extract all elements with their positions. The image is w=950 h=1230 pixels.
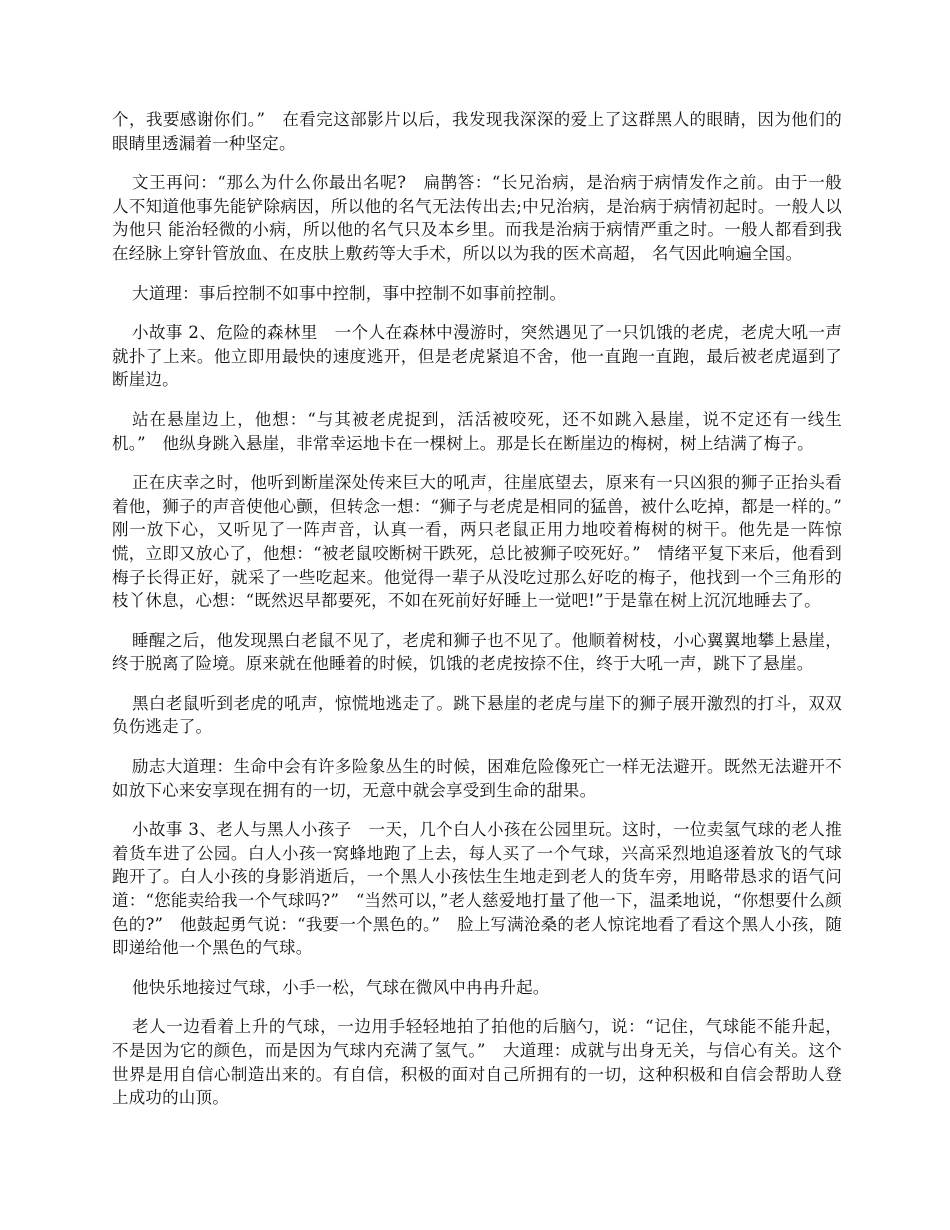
paragraph: 个，我要感谢你们。” 在看完这部影片以后，我发现我深深的爱上了这群黑人的眼睛，因为他们的眼睛里透漏着一种坚定。 <box>112 110 842 153</box>
paragraph: 文王再问：“那么为什么你最出名呢? 扁鹊答：“长兄治病，是治病于病情发作之前。由于一般人不知道他事先能铲除病因，所以他的名气无法传出去;中兄治病，是治病于病情初起时。一般人以为他只 能治轻微的小病，所以他的名气只及本乡里。而我是治病于病情严重之时。一般人都看到我在经脉上穿针管放血、在皮肤上敷药等大手术，所以以为我的医术高超， 名气因此响遍全国。 <box>112 173 842 263</box>
paragraph: 老人一边看着上升的气球，一边用手轻轻地拍了拍他的后脑勺，说：“记住，气球能不能升起，不是因为它的颜色，而是因为气球内充满了氢气。” 大道理：成就与出身无关，与信心有关。这个世界是用自信心制造出来的。有自信，积极的面对自己所拥有的一切，这种积极和自信会帮助人登上成功的山顶。 <box>112 1017 842 1108</box>
paragraph: 大道理：事后控制不如事中控制，事中控制不如事前控制。 <box>132 283 567 303</box>
paragraph: 小故事 3、老人与黑人小孩子 一天，几个白人小孩在公园里玩。这时，一位卖氢气球的老人推着货车进了公园。白人小孩一窝蜂地跑了上去，每人买了一个气球，兴高采烈地追逐着放飞的气球跑开了。白人小孩的身影消逝后，一个黑人小孩怯生生地走到老人的货车旁，用略带恳求的语气问道：“您能卖给我一个气球吗?” “当然可以，”老人慈爱地打量了他一下，温柔地说，“你想要什么颜色的?” 他鼓起勇气说：“我要一个黑色的。” 脸上写满沧桑的老人惊诧地看了看这个黑人小孩，随即递给他一个黑色的气球。 <box>112 820 842 958</box>
paragraph: 黑白老鼠听到老虎的吼声，惊慌地逃走了。跳下悬崖的老虎与崖下的狮子展开激烈的打斗，双双负伤逃走了。 <box>112 693 842 737</box>
paragraph: 站在悬崖边上，他想：“与其被老虎捉到，活活被咬死，还不如跳入悬崖，说不定还有一线生机。” 他纵身跳入悬崖，非常幸运地卡在一棵树上。那是长在断崖边的梅树，树上结满了梅子。 <box>112 409 842 453</box>
paragraph: 他快乐地接过气球，小手一松，气球在微风中冉冉升起。 <box>132 977 550 997</box>
document-body <box>112 108 859 1126</box>
paragraph: 睡醒之后，他发现黑白老鼠不见了，老虎和狮子也不见了。他顺着树枝，小心翼翼地攀上悬崖，终于脱离了险境。原来就在他睡着的时候，饥饿的老虎按捺不住，终于大吼一声，跳下了悬崖。 <box>112 630 842 674</box>
paragraph: 正在庆幸之时，他听到断崖深处传来巨大的吼声，往崖底望去，原来有一只凶狠的狮子正抬头看着他，狮子的声音使他心颤，但转念一想：“狮子与老虎是相同的猛兽，被什么吃掉，都是一样的。” 刚一放下心，又听见了一阵声音，认真一看，两只老鼠正用力地咬着梅树的树干。他先是一阵惊慌，立即又放心了，他想：“被老鼠咬断树干跌死，总比被狮子咬死好。” 情绪平复下来后，他看到梅子长得正好，就采了一些吃起来。他觉得一辈子从没吃过那么好吃的梅子，他找到一个三角形的枝丫休息，心想：“既然迟早都要死，不如在死前好好睡上一觉吧!”于是靠在树上沉沉地睡去了。 <box>112 473 859 611</box>
paragraph: 励志大道理：生命中会有许多险象丛生的时候，困难危险像死亡一样无法避开。既然无法避开不如放下心来安享现在拥有的一切，无意中就会享受到生命的甜果。 <box>112 757 842 800</box>
paragraph: 小故事 2、危险的森林里 一个人在森林中漫游时，突然遇见了一只饥饿的老虎，老虎大吼一声就扑了上来。他立即用最快的速度逃开，但是老虎紧追不舍，他一直跑一直跑，最后被老虎逼到了断崖边。 <box>112 323 842 390</box>
